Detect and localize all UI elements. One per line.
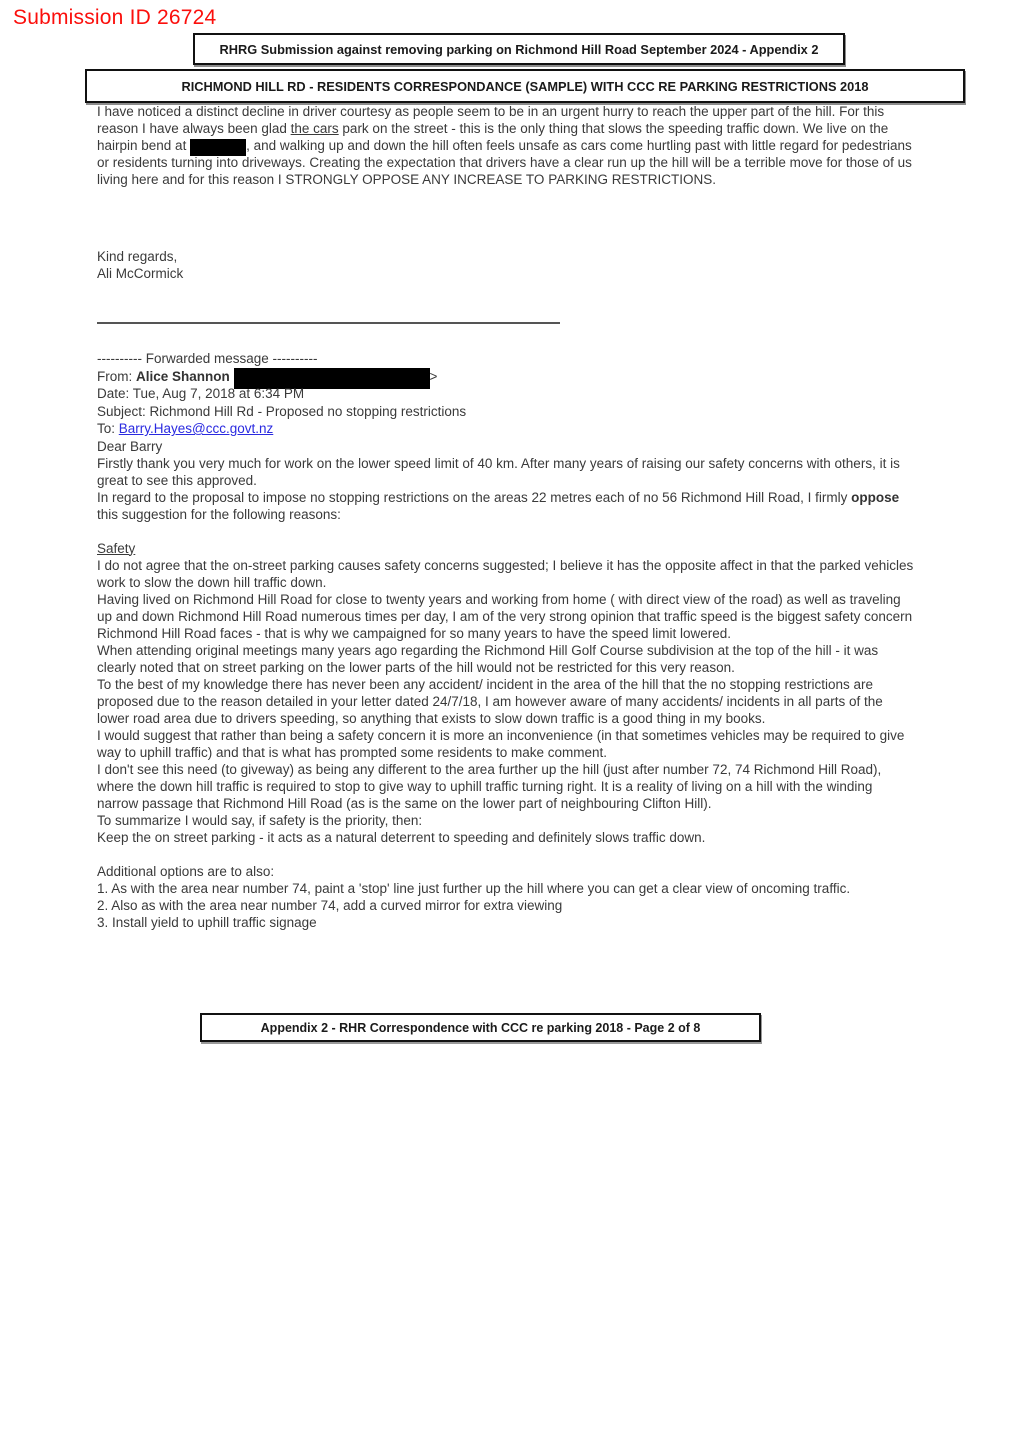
underlined-text: the cars bbox=[290, 121, 339, 136]
forwarded-marker: ---------- Forwarded message ---------- bbox=[97, 351, 318, 366]
paragraph-text: I have noticed a distinct decline in driver courtesy as people seem to be in an urgent hurry to reach the upper part of the hill. For this reason I have always been glad bbox=[97, 104, 885, 136]
letter-content bbox=[97, 103, 915, 931]
letter-paragraph-opening bbox=[97, 103, 915, 188]
paragraph-text: In regard to the proposal to impose no stopping restrictions on the areas 22 metres each of no 56 Richmond Hill Road, I firmly bbox=[97, 489, 852, 505]
from-suffix: > bbox=[429, 368, 438, 384]
letter-paragraph-keep-parking: Keep the on street parking - it acts as a natural deterrent to speeding and definitely slows traffic down. bbox=[97, 829, 706, 845]
letter-paragraph-meetings: When attending original meetings many years ago regarding the Richmond Hill Golf Course subdivision at the top of the hill - it was clearly noted that on street parking on the lower parts of the hill would not be restricted for this very reason. bbox=[97, 642, 879, 675]
subject-value: Richmond Hill Rd - Proposed no stopping restrictions bbox=[149, 403, 467, 419]
footer-text: Appendix 2 - RHR Correspondence with CCC re parking 2018 - Page 2 of 8 bbox=[260, 1020, 701, 1035]
salutation: Dear Barry bbox=[97, 438, 163, 454]
from-name: Alice Shannon bbox=[136, 368, 230, 384]
redaction-box bbox=[190, 139, 246, 156]
submission-id-label: Submission ID 26724 bbox=[13, 6, 217, 29]
forwarded-message-header bbox=[97, 350, 915, 438]
letter-paragraph-knowledge: To the best of my knowledge there has never been any accident/ incident in the area of the hill that the no stopping restrictions are proposed due to the reason detailed in your letter dated 24/7/18, I am however aware of many accidents/ incidents in all parts of the lower road area due to drivers speeding, so anything that exists to slow down traffic is a good thing in my books. bbox=[97, 676, 883, 726]
to-label: To: bbox=[97, 421, 119, 436]
signature-name: Ali McCormick bbox=[97, 266, 184, 281]
letter-paragraph-having-lived: Having lived on Richmond Hill Road for close to twenty years and working from home ( with direct view of the road) as well as traveling up and down Richmond Hill Road numerous times per day, I am of the very strong opinion that traffic speed is the biggest safety concern Richmond Hill Road faces - that is why we campaigned for so many years to have the speed limit lowered. bbox=[97, 591, 913, 641]
signoff-block bbox=[97, 248, 915, 282]
recipient-email-link[interactable]: Barry.Hayes@ccc.govt.nz bbox=[118, 421, 274, 436]
options-intro: Additional options are to also: bbox=[97, 863, 275, 879]
date-value: Tue, Aug 7, 2018 at 6:34 PM bbox=[132, 386, 305, 401]
subject-label: Subject: bbox=[97, 403, 150, 419]
letter-paragraph-thanks: Firstly thank you very much for work on the lower speed limit of 40 km. After many years of raising our safety concerns with others, it is great to see this approved. bbox=[97, 455, 900, 488]
additional-options-section bbox=[97, 863, 915, 897]
horizontal-divider bbox=[97, 322, 560, 324]
appendix-title-box bbox=[193, 33, 845, 65]
from-label: From: bbox=[97, 368, 136, 384]
option-item-3: 3. Install yield to uphill traffic signage bbox=[97, 914, 317, 930]
letter-paragraph-regard bbox=[97, 489, 915, 523]
letter-paragraph-summarize: To summarize I would say, if safety is the priority, then: bbox=[97, 812, 423, 828]
safety-section bbox=[97, 540, 915, 591]
to-line bbox=[97, 420, 915, 438]
letter-paragraph-dont-see: I don't see this need (to giveway) as being any different to the area further up the hill (just after number 72, 74 Richmond Hill Road), where the down hill traffic is required to stop to give way to uphill traffic turning right. It is a reality of living on a hill with the winding narrow passage that Richmond Hill Road (as is the same on the lower part of neighbouring Clifton Hill). bbox=[97, 761, 882, 811]
option-item-2: 2. Also as with the area near number 74, add a curved mirror for extra viewing bbox=[97, 897, 563, 913]
signoff-text: Kind regards, bbox=[97, 249, 178, 264]
from-line bbox=[97, 368, 915, 386]
paragraph-text: park on the street - this is the only thing that slows the speeding traffic down. We live on the hairpin bend at bbox=[97, 121, 889, 153]
letter-paragraph-suggest: I would suggest that rather than being a safety concern it is more an inconvenience (in that sometimes vehicles may be required to give way to uphill traffic) and that is what has prompted some residents to make comment. bbox=[97, 727, 905, 760]
footer-page-box bbox=[200, 1013, 761, 1042]
subject-line bbox=[97, 403, 915, 421]
date-line bbox=[97, 385, 915, 403]
document-title-box bbox=[85, 69, 965, 103]
paragraph-text: this suggestion for the following reasons: bbox=[97, 506, 341, 522]
appendix-title-text: RHRG Submission against removing parking on Richmond Hill Road September 2024 - Appendix 2 bbox=[219, 42, 819, 57]
option-item-1: 1. As with the area near number 74, paint a 'stop' line just further up the hill where you can get a clear view of oncoming traffic. bbox=[97, 880, 851, 896]
paragraph-text: , and walking up and down the hill often feels unsafe as cars come hurtling past with little regard for pedestrians or residents turning into driveways. Creating the expectation that drivers have a clear run up the hill will be a terrible move for those of us living here and for this reason I STRONGLY OPPOSE ANY INCREASE TO PARKING RESTRICTIONS. bbox=[97, 138, 912, 187]
date-label: Date: bbox=[97, 386, 133, 401]
letter-paragraph-safety: I do not agree that the on-street parking causes safety concerns suggested; I believe it has the opposite affect in that the parked vehicles work to slow the down hill traffic down. bbox=[97, 557, 914, 590]
oppose-bold-text: oppose bbox=[851, 489, 900, 505]
safety-heading: Safety bbox=[97, 540, 136, 556]
document-title-text: RICHMOND HILL RD - RESIDENTS CORRESPONDANCE (SAMPLE) WITH CCC RE PARKING RESTRICTIONS 2018 bbox=[181, 79, 869, 94]
